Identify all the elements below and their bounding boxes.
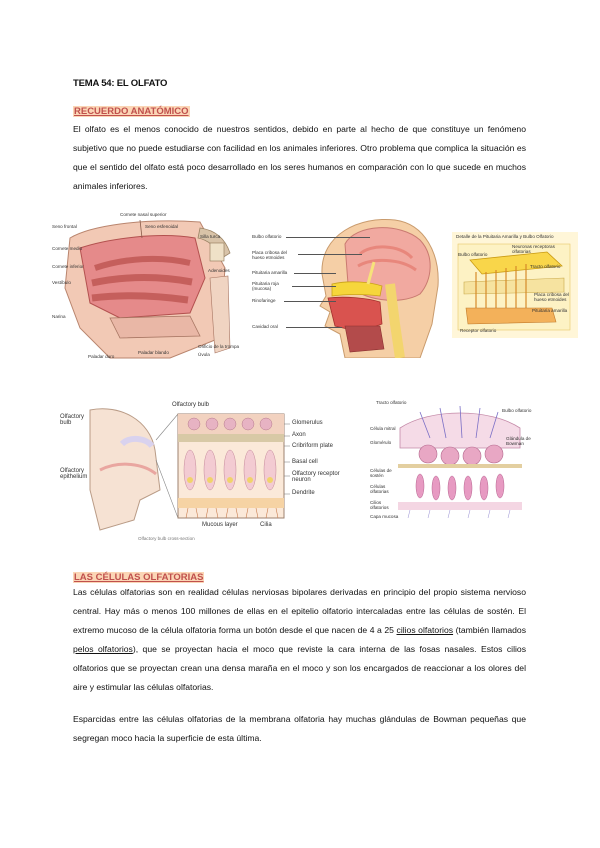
cells-paragraph-bowman: Esparcidas entre las células olfatorias de la membrana olfatoria hay muchas glándulas de Bowman pequeñas que segregan moco hacia la superficie de esta última. (73, 714, 526, 743)
fig4-label-2: Olfactory bulb (60, 414, 85, 426)
figure-olfactory-epithelium (60, 400, 350, 544)
fig2-label-5: Rinofaringe (252, 298, 276, 303)
fig1-label-11: Adenoides (208, 268, 230, 273)
fig4-label-10: Mucous layer (202, 522, 238, 528)
fig5-label-8: Cilios olfatorios (370, 500, 389, 510)
fig1-label-3: Seno esfenoidal (145, 224, 178, 229)
fig1-label-10: Paladar blando (138, 350, 169, 355)
fig2-label-1: Bulbo olfatorio (252, 234, 282, 239)
anatomy-paragraph: El olfato es el menos conocido de nuestros sentidos, debido en parte al hecho de que constituye un fenómeno subjetivo que no puede estudiarse con facilidad en los animales inferiores. Otro problema que complica la situación es que el sentido del olfato está poco desarrollado en los seres humanos en comparación con lo que sucede en muchos animales inferiores. (73, 124, 526, 191)
figure-olfactory-bulb (370, 398, 542, 522)
fig4-label-9: Dendrite (292, 490, 315, 496)
fig4-label-1: Olfactory bulb (172, 402, 210, 408)
fig2-leader-1 (286, 237, 370, 238)
cells-paragraph (73, 583, 526, 697)
fig2-label-4: Pituitaria roja (mucosa) (252, 281, 279, 291)
figure-olfactory-detail (452, 232, 578, 338)
fig1-label-13: Úvula (198, 352, 210, 357)
cells-p1: Las células olfatorias son en realidad células nerviosas bipolares derivadas en principio del propio sistema nervioso central. Hay más o menos 100 millones de ellas en el epitelio olfatorio intercaladas entre las células de sostén. (73, 587, 526, 616)
fig1-label-2: Seno frontal (52, 224, 77, 229)
fig5-label-7: Células olfatorias (370, 484, 389, 494)
fig5-label-9: Capa mucosa (370, 514, 399, 519)
fig2-leader-5 (284, 301, 336, 302)
fig2-leader-6 (286, 327, 342, 328)
cells-p2-a: El extremo mucoso de la célula olfatoria forma un botón desde el que nacen de 4 a 25 (73, 606, 526, 635)
fig1-label-12: Orificio de la trompa (198, 344, 240, 349)
fig4-label-6: Cribriform plate (292, 443, 334, 449)
fig2-label-6: Cavidad oral (252, 324, 278, 329)
fig4-label-3: Olfactory epithelium (60, 468, 88, 480)
figure-head-section (250, 214, 440, 358)
fig4-label-4: Glomerulus (292, 420, 323, 426)
term-cilios-olfatorios: cilios olfatorios (396, 625, 454, 635)
fig3-label-2: Bulbo olfatorio (458, 252, 488, 257)
fig3-label-4: Tracto olfatorio (530, 264, 561, 269)
fig4-label-8: Olfactory receptor neuron (292, 471, 340, 483)
fig1-label-4: Silla turca (200, 234, 221, 239)
section-heading-cells-text: LAS CÉLULAS OLFATORIAS (74, 572, 204, 583)
fig2-label-2: Placa cribosa del hueso etmoides (252, 250, 287, 260)
fig3-label-6: Pituitaria amarilla (532, 308, 568, 313)
fig3-label-7: Receptor olfatorio (460, 328, 497, 333)
cells-p2-b: (también llamados (453, 625, 527, 635)
fig5-label-5: Glándula de Bowman (506, 436, 531, 446)
fig4-label-5: Axon (292, 432, 306, 438)
fig4-label-7: Basal cell (292, 459, 318, 465)
term-pelos-olfatorios: pelos olfatorios (73, 644, 133, 654)
fig1-label-9: Paladar duro (88, 354, 115, 359)
fig2-leader-2 (298, 254, 362, 255)
section-heading-anatomy-text: RECUERDO ANATÓMICO (74, 106, 189, 117)
figure-nasal-cavity (50, 208, 250, 368)
fig2-leader-3 (294, 273, 336, 274)
fig3-label-5: Placa cribosa del hueso etmoides (534, 292, 569, 302)
fig2-label-3: Pituitaria amarilla (252, 270, 288, 275)
section-heading-anatomy (73, 101, 190, 119)
fig5-label-2: Bulbo olfatorio (502, 408, 532, 413)
fig1-label-1: Cornete nasal superior (120, 212, 167, 217)
fig5-label-1: Tracto olfatorio (376, 400, 407, 405)
fig4-caption: Olfactory bulb cross-section (138, 536, 195, 541)
fig3-label-3: Neuronas receptoras olfatorias (512, 244, 555, 254)
page-title: TEMA 54: EL OLFATO (73, 78, 168, 89)
fig3-label-1: Detalle de la Pituitaria Amarilla y Bulbo Olfatorio (456, 234, 554, 239)
fig5-label-3: Célula mitral (370, 426, 396, 431)
fig1-label-6: Cornete inferior (52, 264, 84, 269)
fig1-label-8: Narina (52, 314, 66, 319)
fig1-label-7: Vestíbulo (52, 280, 71, 285)
fig5-label-4: Glomérulo (370, 440, 392, 445)
cells-p2-c: ), que se proyectan hacia el moco que reviste la cara interna de las fosas nasales. Estos cilios olfatorios que se proyectan crean una densa maraña en el moco y son los encargados de reaccionar a los olores del aire y estimular las células olfatorias. (73, 644, 526, 692)
fig2-leader-4 (292, 286, 336, 287)
fig1-label-5: Cornete medio (52, 246, 83, 251)
fig5-label-6: Células de sostén (370, 468, 392, 478)
fig4-label-11: Cilia (260, 522, 272, 528)
